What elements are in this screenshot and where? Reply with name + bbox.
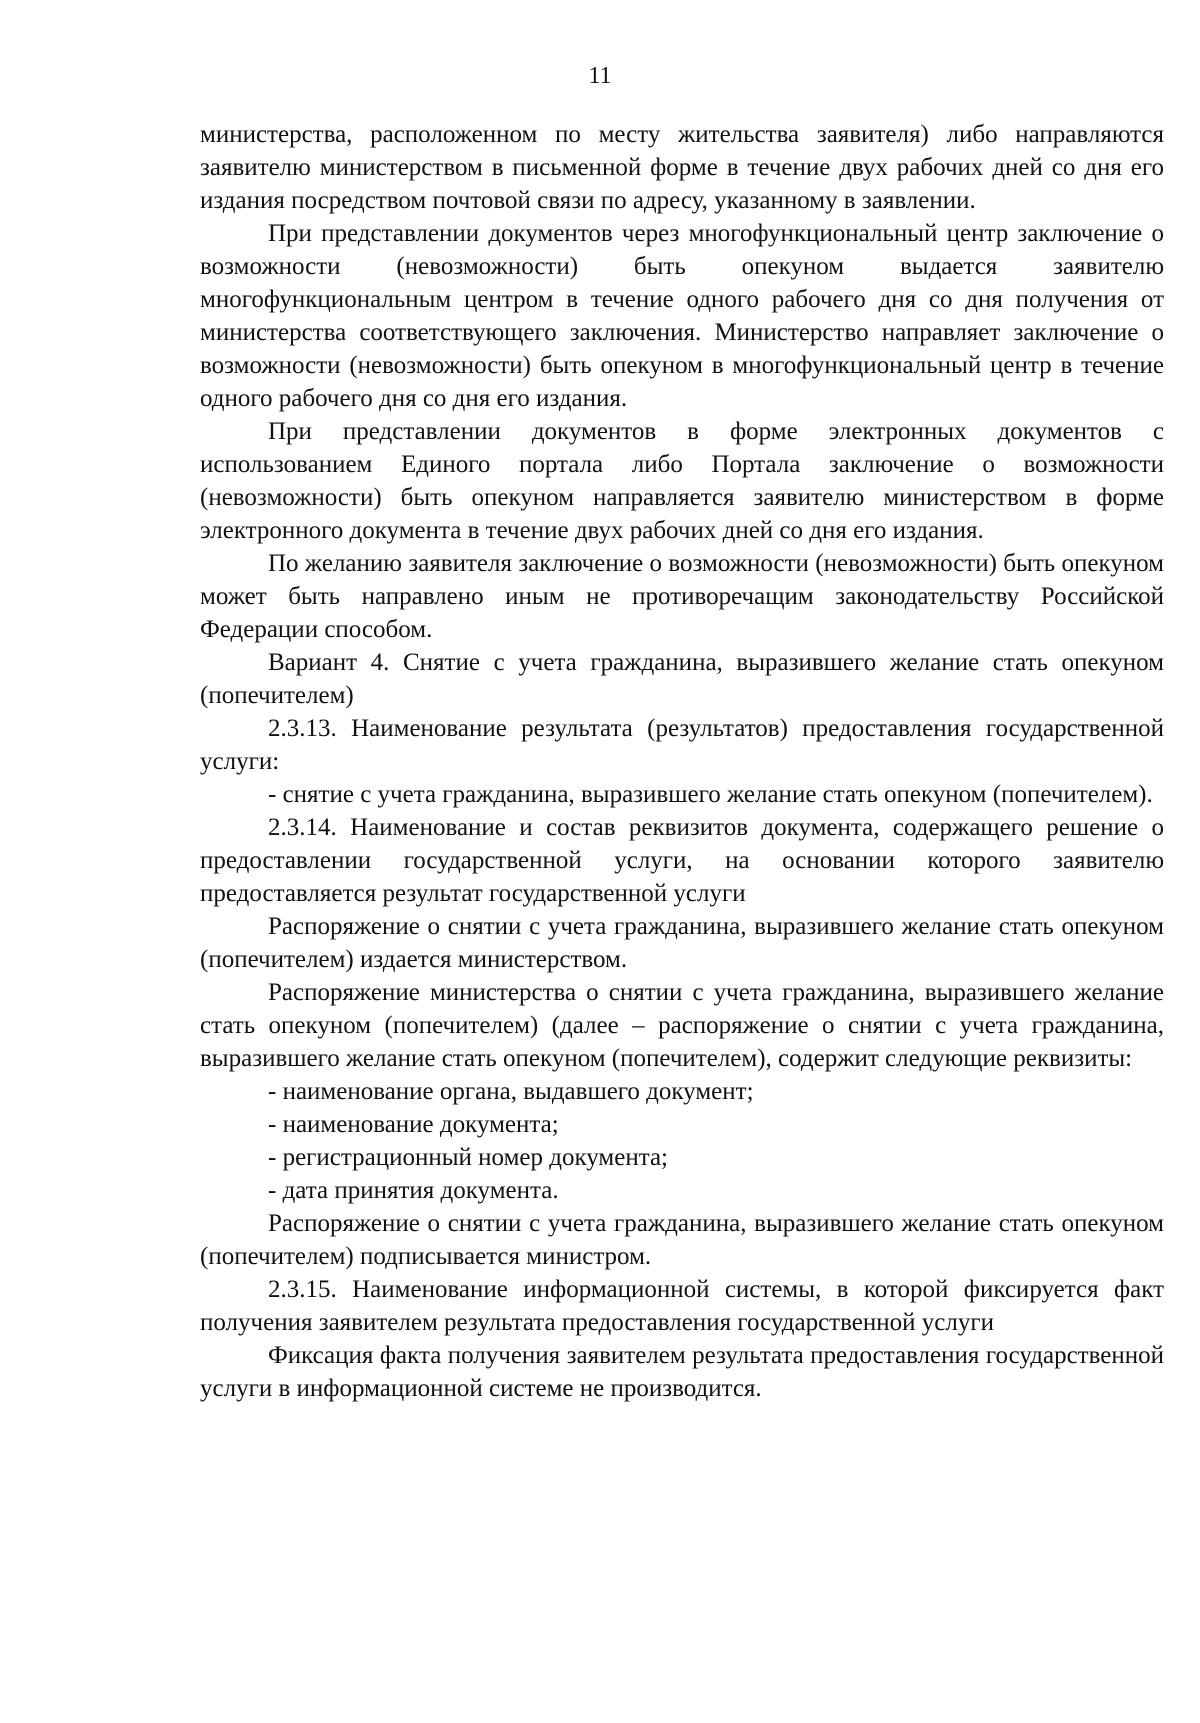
- paragraph: Распоряжение о снятии с учета гражданина, выразившего желание стать опекуном (попечителем) подписывается министром.: [200, 1210, 1164, 1270]
- variant-heading: Вариант 4. Снятие с учета гражданина, выразившего желание стать опекуном (попечителем): [200, 649, 1164, 709]
- list-item: - дата принятия документа.: [268, 1177, 559, 1204]
- paragraph: Распоряжение о снятии с учета гражданина, выразившего желание стать опекуном (попечителем) издается министерством.: [200, 913, 1164, 973]
- section-heading: 2.3.14. Наименование и состав реквизитов документа, содержащего решение о предоставлении государственной услуги, на основании которого заявителю предоставляется результат государственной услуги: [200, 814, 1164, 907]
- paragraph: При представлении документов через многофункциональный центр заключение о возможности (невозможности) быть опекуном выдается заявителю многофункциональным центром в течение одного рабочего дня со дня получения от министерства соответствующего заключения. Министерство направляет заключение о возможности (невозможности) быть опекуном в многофункциональный центр в течение одного рабочего дня со дня его издания.: [200, 220, 1164, 412]
- paragraph: Распоряжение министерства о снятии с учета гражданина, выразившего желание стать опекуном (попечителем) (далее – распоряжение о снятии с учета гражданина, выразившего желание стать опекуном (попечителем), содержит следующие реквизиты:: [200, 979, 1164, 1072]
- list-item: - регистрационный номер документа;: [268, 1144, 668, 1171]
- paragraph: Фиксация факта получения заявителем результата предоставления государственной услуги в информационной системе не производится.: [200, 1342, 1164, 1402]
- list-item: - наименование органа, выдавшего документ;: [268, 1078, 754, 1105]
- paragraph: - снятие с учета гражданина, выразившего желание стать опекуном (попечителем).: [268, 781, 1153, 808]
- page-number: 11: [588, 63, 612, 89]
- list-item: - наименование документа;: [268, 1111, 559, 1138]
- paragraph: министерства, расположенном по месту жительства заявителя) либо направляются заявителю министерством в письменной форме в течение двух рабочих дней со дня его издания посредством почтовой связи по адресу, указанному в заявлении.: [200, 121, 1164, 214]
- paragraph: По желанию заявителя заключение о возможности (невозможности) быть опекуном может быть направлено иным не противоречащим законодательству Российской Федерации способом.: [200, 550, 1164, 643]
- paragraph: При представлении документов в форме электронных документов с использованием Единого портала либо Портала заключение о возможности (невозможности) быть опекуном направляется заявителю министерством в форме электронного документа в течение двух рабочих дней со дня его издания.: [200, 418, 1164, 544]
- section-heading: 2.3.15. Наименование информационной системы, в которой фиксируется факт получения заявителем результата предоставления государственной услуги: [200, 1276, 1164, 1336]
- document-body: [200, 118, 1164, 1405]
- section-heading: 2.3.13. Наименование результата (результатов) предоставления государственной услуги:: [200, 715, 1164, 775]
